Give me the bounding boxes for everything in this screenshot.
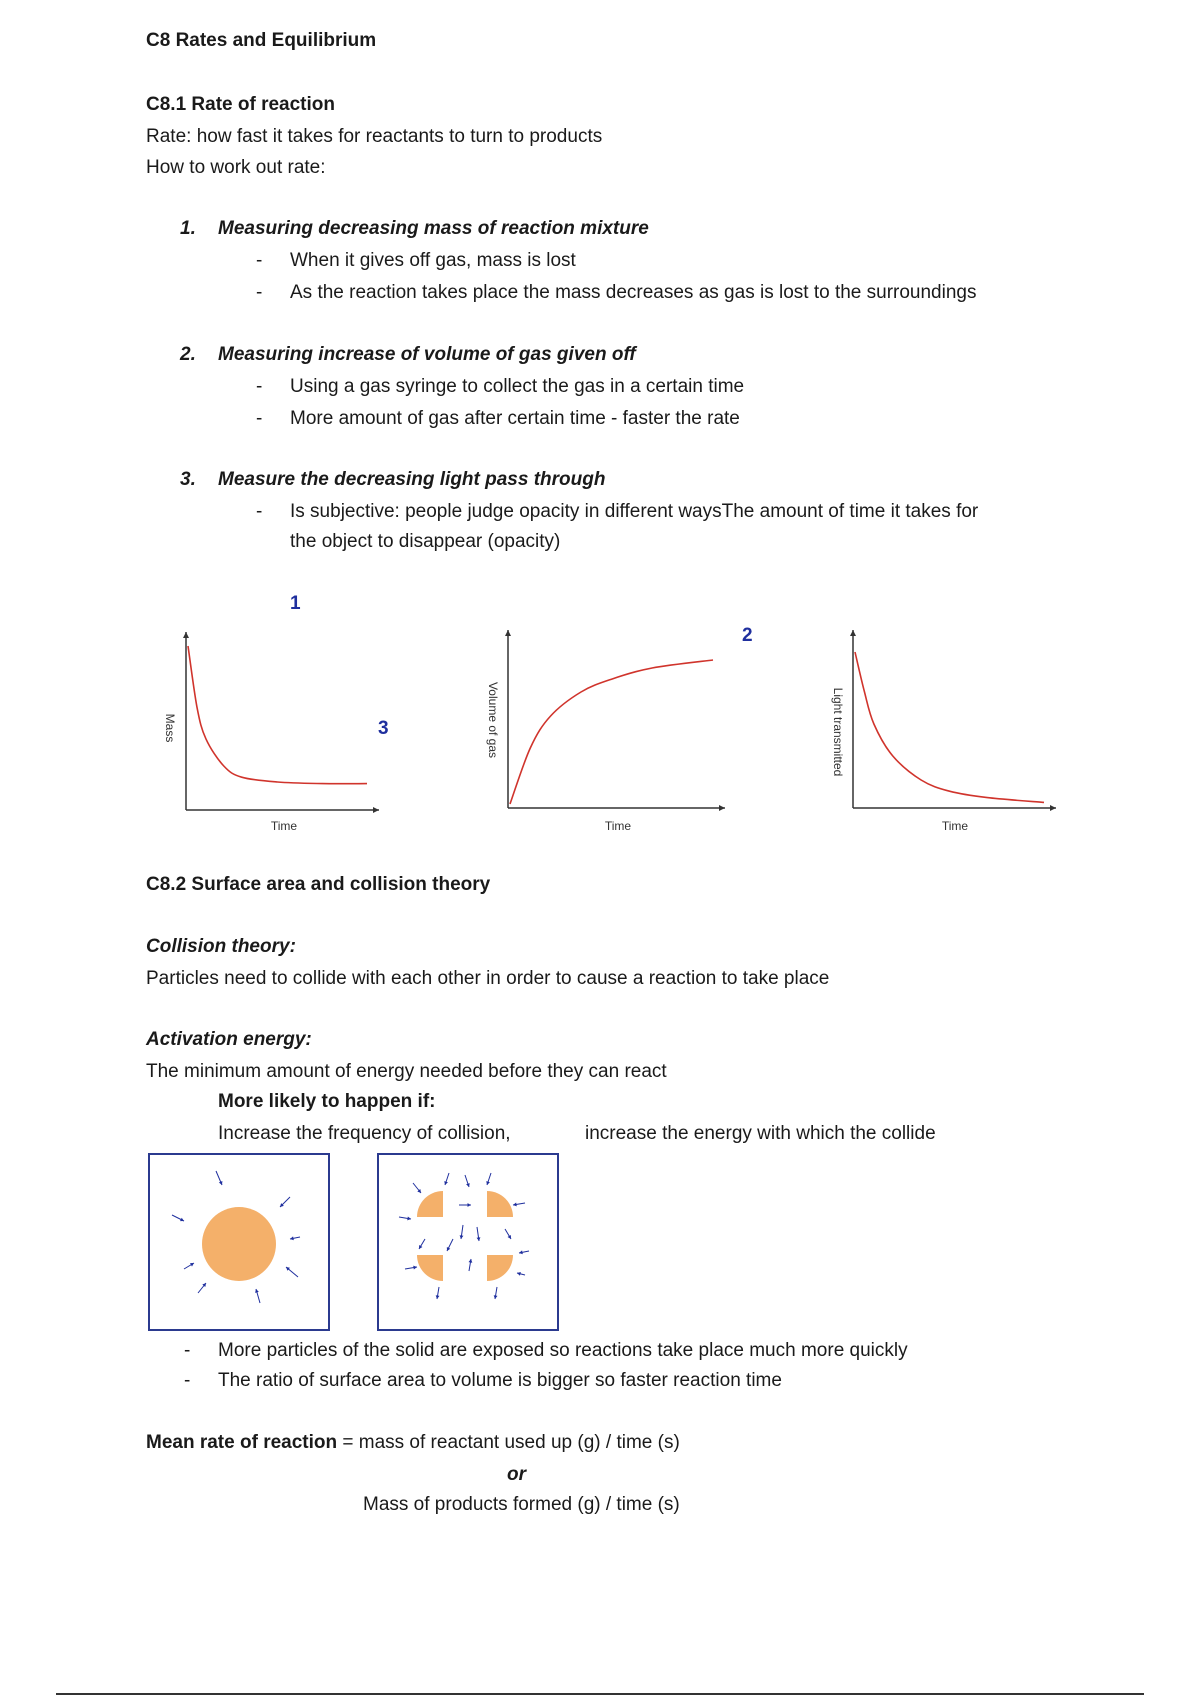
y-axis-label: Mass [163, 713, 177, 743]
method-title: Measuring decreasing mass of reaction mixture [218, 218, 649, 239]
motion-arrow [184, 1263, 194, 1269]
method-title: Measuring increase of volume of gas given off [218, 344, 636, 365]
x-axis-arrow [1050, 805, 1056, 811]
motion-arrow [405, 1266, 417, 1270]
whole-particle-svg [150, 1155, 328, 1329]
activation-energy-text: The minimum amount of energy needed before they can react [146, 1061, 667, 1082]
graph-label-1: 1 [290, 593, 301, 614]
formula-or: or [507, 1464, 526, 1485]
mean-rate-equation: = mass of reactant used up (g) / time (s) [337, 1432, 680, 1453]
method-number: 1. [180, 218, 196, 239]
whole-particle-diagram [148, 1153, 330, 1331]
section-heading-collision: C8.2 Surface area and collision theory [146, 874, 491, 895]
motion-arrow [444, 1173, 449, 1185]
graph-label-2: 2 [742, 625, 753, 646]
alt-rate-equation: Mass of products formed (g) / time (s) [363, 1494, 680, 1515]
method-title: Measure the decreasing light pass through [218, 469, 606, 490]
split-particle-svg [379, 1155, 557, 1329]
graph-3 [831, 630, 1056, 833]
data-curve [188, 646, 367, 784]
broken-particle [487, 1191, 513, 1217]
how-to-work-out: How to work out rate: [146, 157, 326, 178]
footer-divider [56, 1693, 1144, 1695]
motion-arrow [460, 1225, 464, 1239]
method-bullet: When it gives off gas, mass is lost [290, 250, 576, 271]
motion-arrow [465, 1175, 470, 1187]
motion-arrow [513, 1203, 525, 1207]
bullet-marker: - [256, 250, 263, 271]
motion-arrow [216, 1171, 222, 1185]
motion-arrow [486, 1173, 491, 1185]
x-axis-label: Time [604, 819, 632, 833]
method-bullet: the object to disappear (opacity) [290, 531, 561, 552]
bullet-marker: - [256, 501, 263, 522]
motion-arrow [399, 1217, 411, 1221]
broken-particle [487, 1255, 513, 1281]
method-bullet: Is subjective: people judge opacity in different waysThe amount of time it takes for [290, 501, 979, 522]
collision-theory-text: Particles need to collide with each other in order to cause a reaction to take place [146, 968, 830, 989]
bullet-marker: - [256, 376, 263, 397]
motion-arrow [517, 1272, 525, 1276]
motion-arrow [519, 1250, 529, 1254]
x-axis-label: Time [941, 819, 969, 833]
mean-rate-formula [146, 1432, 680, 1454]
y-axis-label: Light transmitted [831, 687, 845, 777]
solid-particle [202, 1207, 276, 1281]
increase-energy-text: increase the energy with which the collide [585, 1123, 936, 1144]
motion-arrow [505, 1229, 511, 1239]
bullet-marker: - [256, 282, 263, 303]
motion-arrow [436, 1287, 440, 1299]
method-number: 2. [180, 344, 196, 365]
motion-arrow [286, 1267, 298, 1277]
y-axis-arrow [850, 630, 856, 636]
split-particle-diagram [377, 1153, 559, 1331]
increase-frequency-text: Increase the frequency of collision, [218, 1123, 511, 1144]
broken-particle [417, 1255, 443, 1281]
motion-arrow [198, 1283, 206, 1293]
motion-arrow [447, 1239, 453, 1251]
motion-arrow [469, 1259, 473, 1271]
broken-particle [417, 1191, 443, 1217]
y-axis-label: Volume of gas [486, 681, 500, 759]
x-axis-arrow [719, 805, 725, 811]
motion-arrow [419, 1239, 425, 1249]
y-axis-arrow [183, 632, 189, 638]
motion-arrow [255, 1289, 260, 1303]
surface-area-bullet: More particles of the solid are exposed so reactions take place much more quickly [218, 1340, 908, 1361]
graph-2 [486, 630, 725, 833]
mean-rate-label: Mean rate of reaction [146, 1432, 338, 1453]
rate-definition: Rate: how fast it takes for reactants to turn to products [146, 126, 603, 147]
activation-energy-title: Activation energy: [146, 1029, 312, 1050]
method-bullet: More amount of gas after certain time - faster the rate [290, 408, 740, 429]
x-axis-arrow [373, 807, 379, 813]
data-curve [855, 652, 1044, 802]
motion-arrow [172, 1215, 184, 1221]
motion-arrow [280, 1197, 290, 1207]
surface-area-bullet: The ratio of surface area to volume is bigger so faster reaction time [218, 1370, 782, 1391]
bullet-marker: - [256, 408, 263, 429]
data-curve [510, 660, 713, 804]
method-bullet: As the reaction takes place the mass decreases as gas is lost to the surroundings [290, 282, 977, 303]
graph-label-3: 3 [378, 718, 389, 739]
motion-arrow [290, 1236, 300, 1240]
collision-theory-title: Collision theory: [146, 936, 296, 957]
section-heading-rate: C8.1 Rate of reaction [146, 94, 335, 115]
motion-arrow [494, 1287, 498, 1299]
motion-arrow [477, 1227, 481, 1241]
graph-1 [163, 632, 379, 833]
bullet-marker: - [184, 1340, 191, 1361]
more-likely-heading: More likely to happen if: [218, 1091, 436, 1112]
motion-arrow [459, 1203, 471, 1207]
x-axis-label: Time [270, 819, 298, 833]
y-axis-arrow [505, 630, 511, 636]
page-title: C8 Rates and Equilibrium [146, 30, 377, 51]
method-bullet: Using a gas syringe to collect the gas in a certain time [290, 376, 745, 397]
motion-arrow [413, 1183, 421, 1193]
bullet-marker: - [184, 1370, 191, 1391]
method-number: 3. [180, 469, 196, 490]
